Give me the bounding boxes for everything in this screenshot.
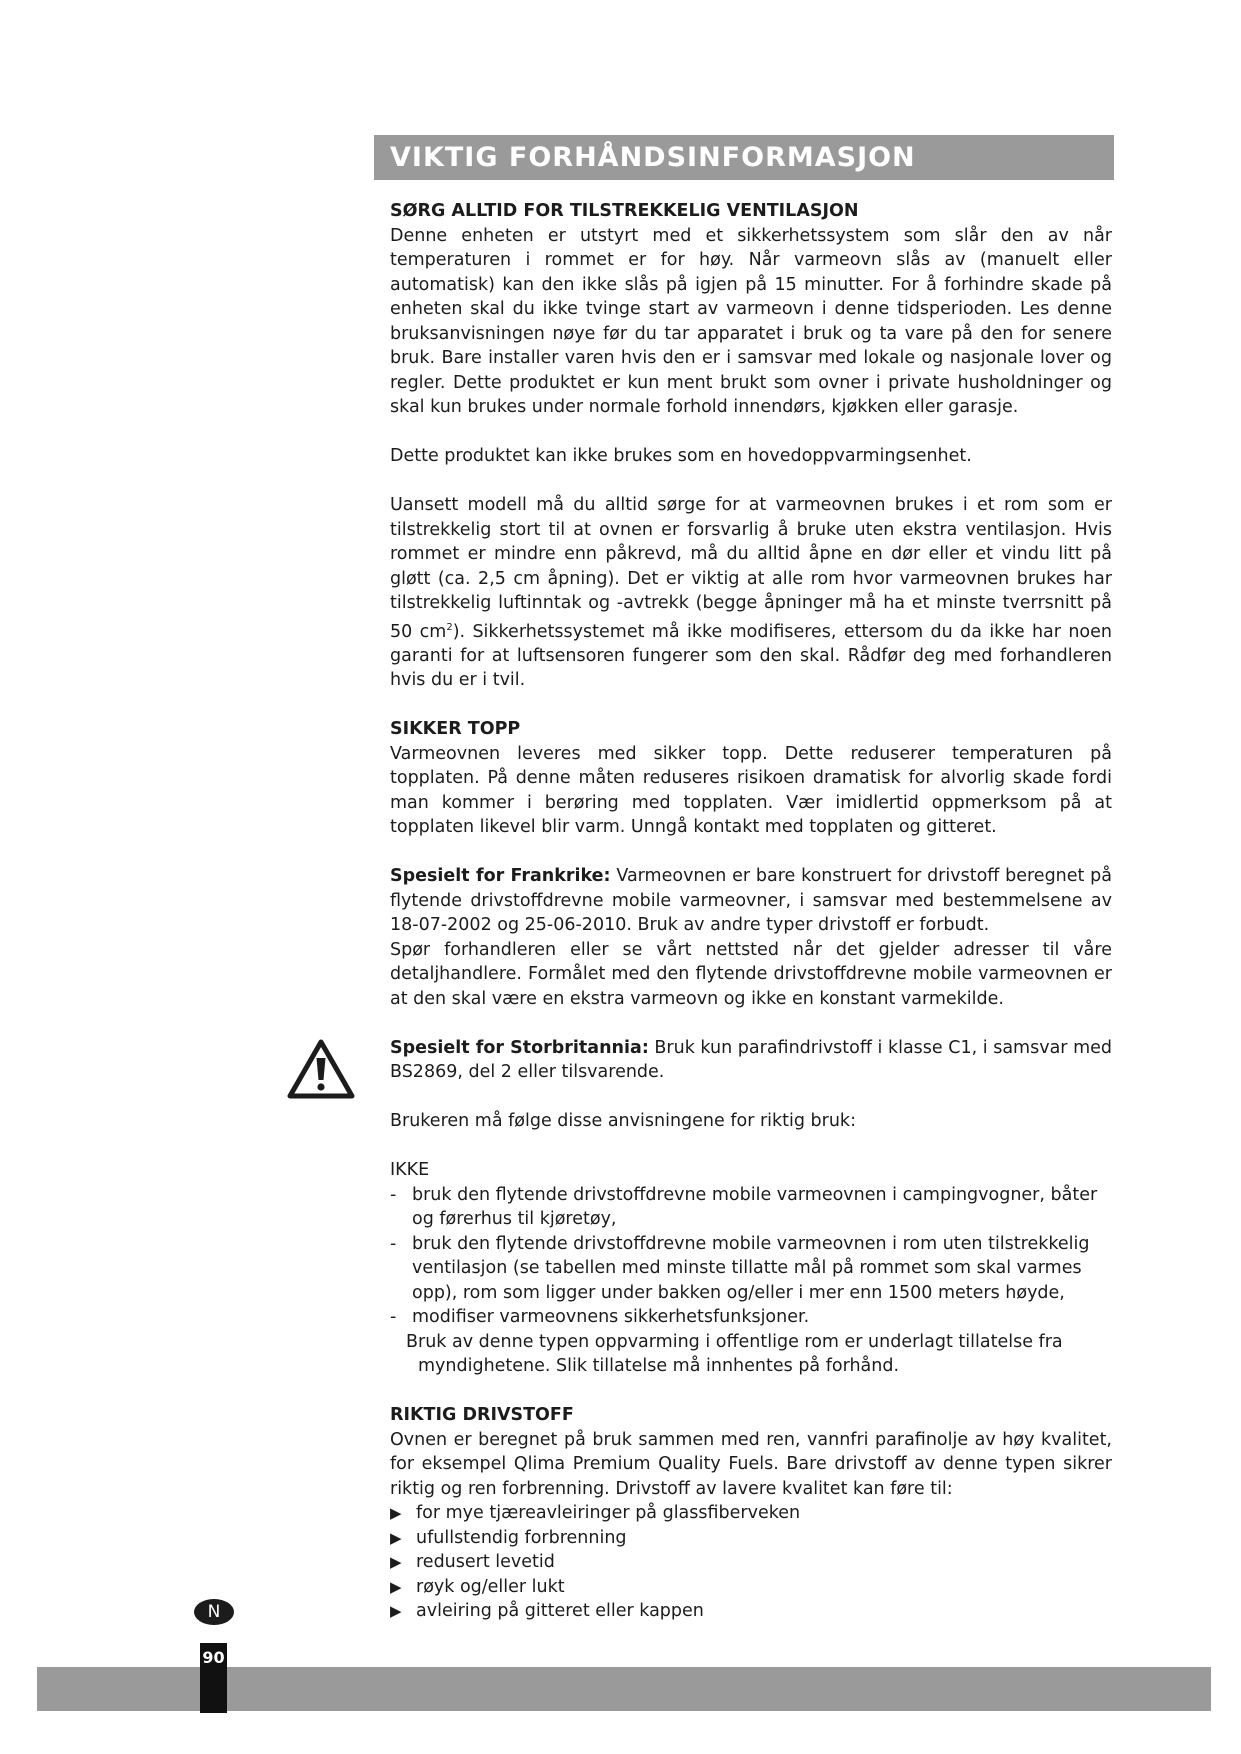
arrow-icon: ▶ bbox=[390, 1504, 402, 1523]
ventilation-paragraph-1: Denne enheten er utstyrt med et sikkerhetssystem som slår den av når temperaturen i rommet er for høy. Når varmeovn slås av (manuelt eller automatisk) kan den ikke slås på igjen på 15 minutter. For å forhindre skade på enheten skal du ikke tvinge start av varmeovn i denne tidsperioden. Les denne bruksanvisningen nøye før du tar apparatet i bruk og ta vare på den for senere bruk. Bare installer varen hvis den er i samsvar med lokale og nasjonale lover og regler. Dette produktet er kun ment brukt som ovner i private husholdninger og skal kun brukes under normale forhold innendørs, kjøkken eller garasje. bbox=[390, 225, 1112, 417]
ventilation-paragraph-3-end: ). Sikkerhetssystemet må ikke modifiseres, ettersom du da ikke har noen garanti for at luftsensoren fungerer som den skal. Rådfør deg med forhandleren hvis du er i tvil. bbox=[390, 621, 1113, 691]
ventilation-paragraph-2: Dette produktet kan ikke brukes som en hovedoppvarmingsenhet. bbox=[390, 446, 972, 466]
ventilation-paragraph-3 bbox=[390, 493, 1112, 693]
ventilation-paragraph-3-start: Uansett modell må du alltid sørge for at varmeovnen brukes i et rom som er tilstrekkelig stort til at ovnen er forsvarlig å bruke uten ekstra ventilasjon. Hvis rommet er mindre enn påkrevd, må du alltid åpne en dør eller et vindu litt på gløtt (ca. 2,5 cm åpning). Det er viktig at alle rom hvor varmeovnen brukes har tilstrekkelig luftinntak og -avtrekk (begge åpninger må ha et minste tverrsnitt på 50 cm bbox=[390, 495, 1112, 642]
arrow-icon: ▶ bbox=[390, 1528, 402, 1547]
ikke-label: IKKE bbox=[390, 1160, 430, 1181]
list-item-text: røyk og/eller lukt bbox=[416, 1576, 565, 1597]
list-item bbox=[390, 1575, 1112, 1600]
fuel-paragraph: Ovnen er beregnet på bruk sammen med ren, vannfri parafinolje av høy kvalitet, for eksempel Qlima Premium Quality Fuels. Bare drivstoff av denne typen sikrer riktig og ren forbrenning. Drivstoff av lavere kvalitet kan føre til: bbox=[390, 1429, 1112, 1499]
arrow-icon: ▶ bbox=[390, 1602, 402, 1621]
fuel-heading: RIKTIG DRIVSTOFF bbox=[390, 1405, 574, 1426]
main-content bbox=[390, 199, 1112, 1624]
france-label: Spesielt for Frankrike: bbox=[390, 866, 611, 887]
fuel-list bbox=[390, 1501, 1112, 1624]
arrow-icon: ▶ bbox=[390, 1553, 402, 1572]
safe-top-heading: SIKKER TOPP bbox=[390, 719, 521, 740]
france-text: Varmeovnen er bare konstruert for drivstoff beregnet på flytende drivstoffdrevne mobile varmeovner, i samsvar med bestemmelsene av 18-07-2002 og 25-06-2010. Bruk av andre typer drivstoff er forbudt. bbox=[390, 866, 1112, 936]
list-item-text: for mye tjæreavleiringer på glassfiberveken bbox=[416, 1503, 801, 1524]
list-item: - bruk den flytende drivstoffdrevne mobile varmeovnen i campingvogner, båter og førerhus til kjøretøy, bbox=[390, 1183, 1112, 1232]
arrow-icon: ▶ bbox=[390, 1577, 402, 1596]
language-badge: N bbox=[194, 1599, 234, 1625]
list-item bbox=[390, 1501, 1112, 1526]
permit-note: Bruk av denne typen oppvarming i offentlige rom er underlagt tillatelse fra bbox=[406, 1331, 1063, 1352]
uk-text: Bruk kun parafindrivstoff i klasse C1, i samsvar med BS2869, del 2 eller tilsvarende. bbox=[390, 1037, 1112, 1083]
list-item: - bruk den flytende drivstoffdrevne mobile varmeovnen i rom uten tilstrekkelig ventilasjon (se tabellen med minste tillatte mål på rommet som skal varmes opp), rom som ligger under bakken og/eller i mer enn 1500 meters høyde, bbox=[390, 1232, 1112, 1306]
page-title: VIKTIG FORHÅNDSINFORMASJON bbox=[374, 135, 1114, 180]
ikke-list bbox=[390, 1183, 1112, 1330]
france-paragraph-2: Spør forhandleren eller se vårt nettsted når det gjelder adresser til våre detaljhandlere. Formålet med den flytende drivstoffdrevne mobile varmeovnen er at den skal være en ekstra varmeovn og ikke en konstant varmekilde. bbox=[390, 939, 1112, 1009]
superscript-2: 2 bbox=[446, 621, 453, 633]
list-item-text: ufullstendig forbrenning bbox=[416, 1527, 627, 1548]
ventilation-heading: SØRG ALLTID FOR TILSTREKKELIG VENTILASJON bbox=[390, 201, 859, 221]
permit-note-continued: myndighetene. Slik tillatelse må innhentes på forhånd. bbox=[418, 1356, 900, 1377]
page-number: 90 bbox=[200, 1643, 227, 1713]
warning-icon bbox=[287, 1038, 355, 1100]
list-item: - modifiser varmeovnens sikkerhetsfunksjoner. bbox=[390, 1305, 1112, 1330]
list-item bbox=[390, 1526, 1112, 1551]
france-paragraph bbox=[390, 864, 1112, 938]
safe-top-paragraph: Varmeovnen leveres med sikker topp. Dette reduserer temperaturen på topplaten. På denne måten reduseres risikoen dramatisk for alvorlig skade fordi man kommer i berøring med topplaten. Vær imidlertid oppmerksom på at topplaten likevel blir varm. Unngå kontakt med topplaten og gitteret. bbox=[390, 743, 1112, 838]
instructions-paragraph: Brukeren må følge disse anvisningene for riktig bruk: bbox=[390, 1111, 856, 1132]
uk-paragraph bbox=[390, 1036, 1112, 1085]
list-item-text: redusert levetid bbox=[416, 1552, 555, 1573]
list-item bbox=[390, 1599, 1112, 1624]
list-item bbox=[390, 1550, 1112, 1575]
uk-label: Spesielt for Storbritannia: bbox=[390, 1037, 649, 1058]
list-item-text: avleiring på gitteret eller kappen bbox=[416, 1601, 704, 1622]
